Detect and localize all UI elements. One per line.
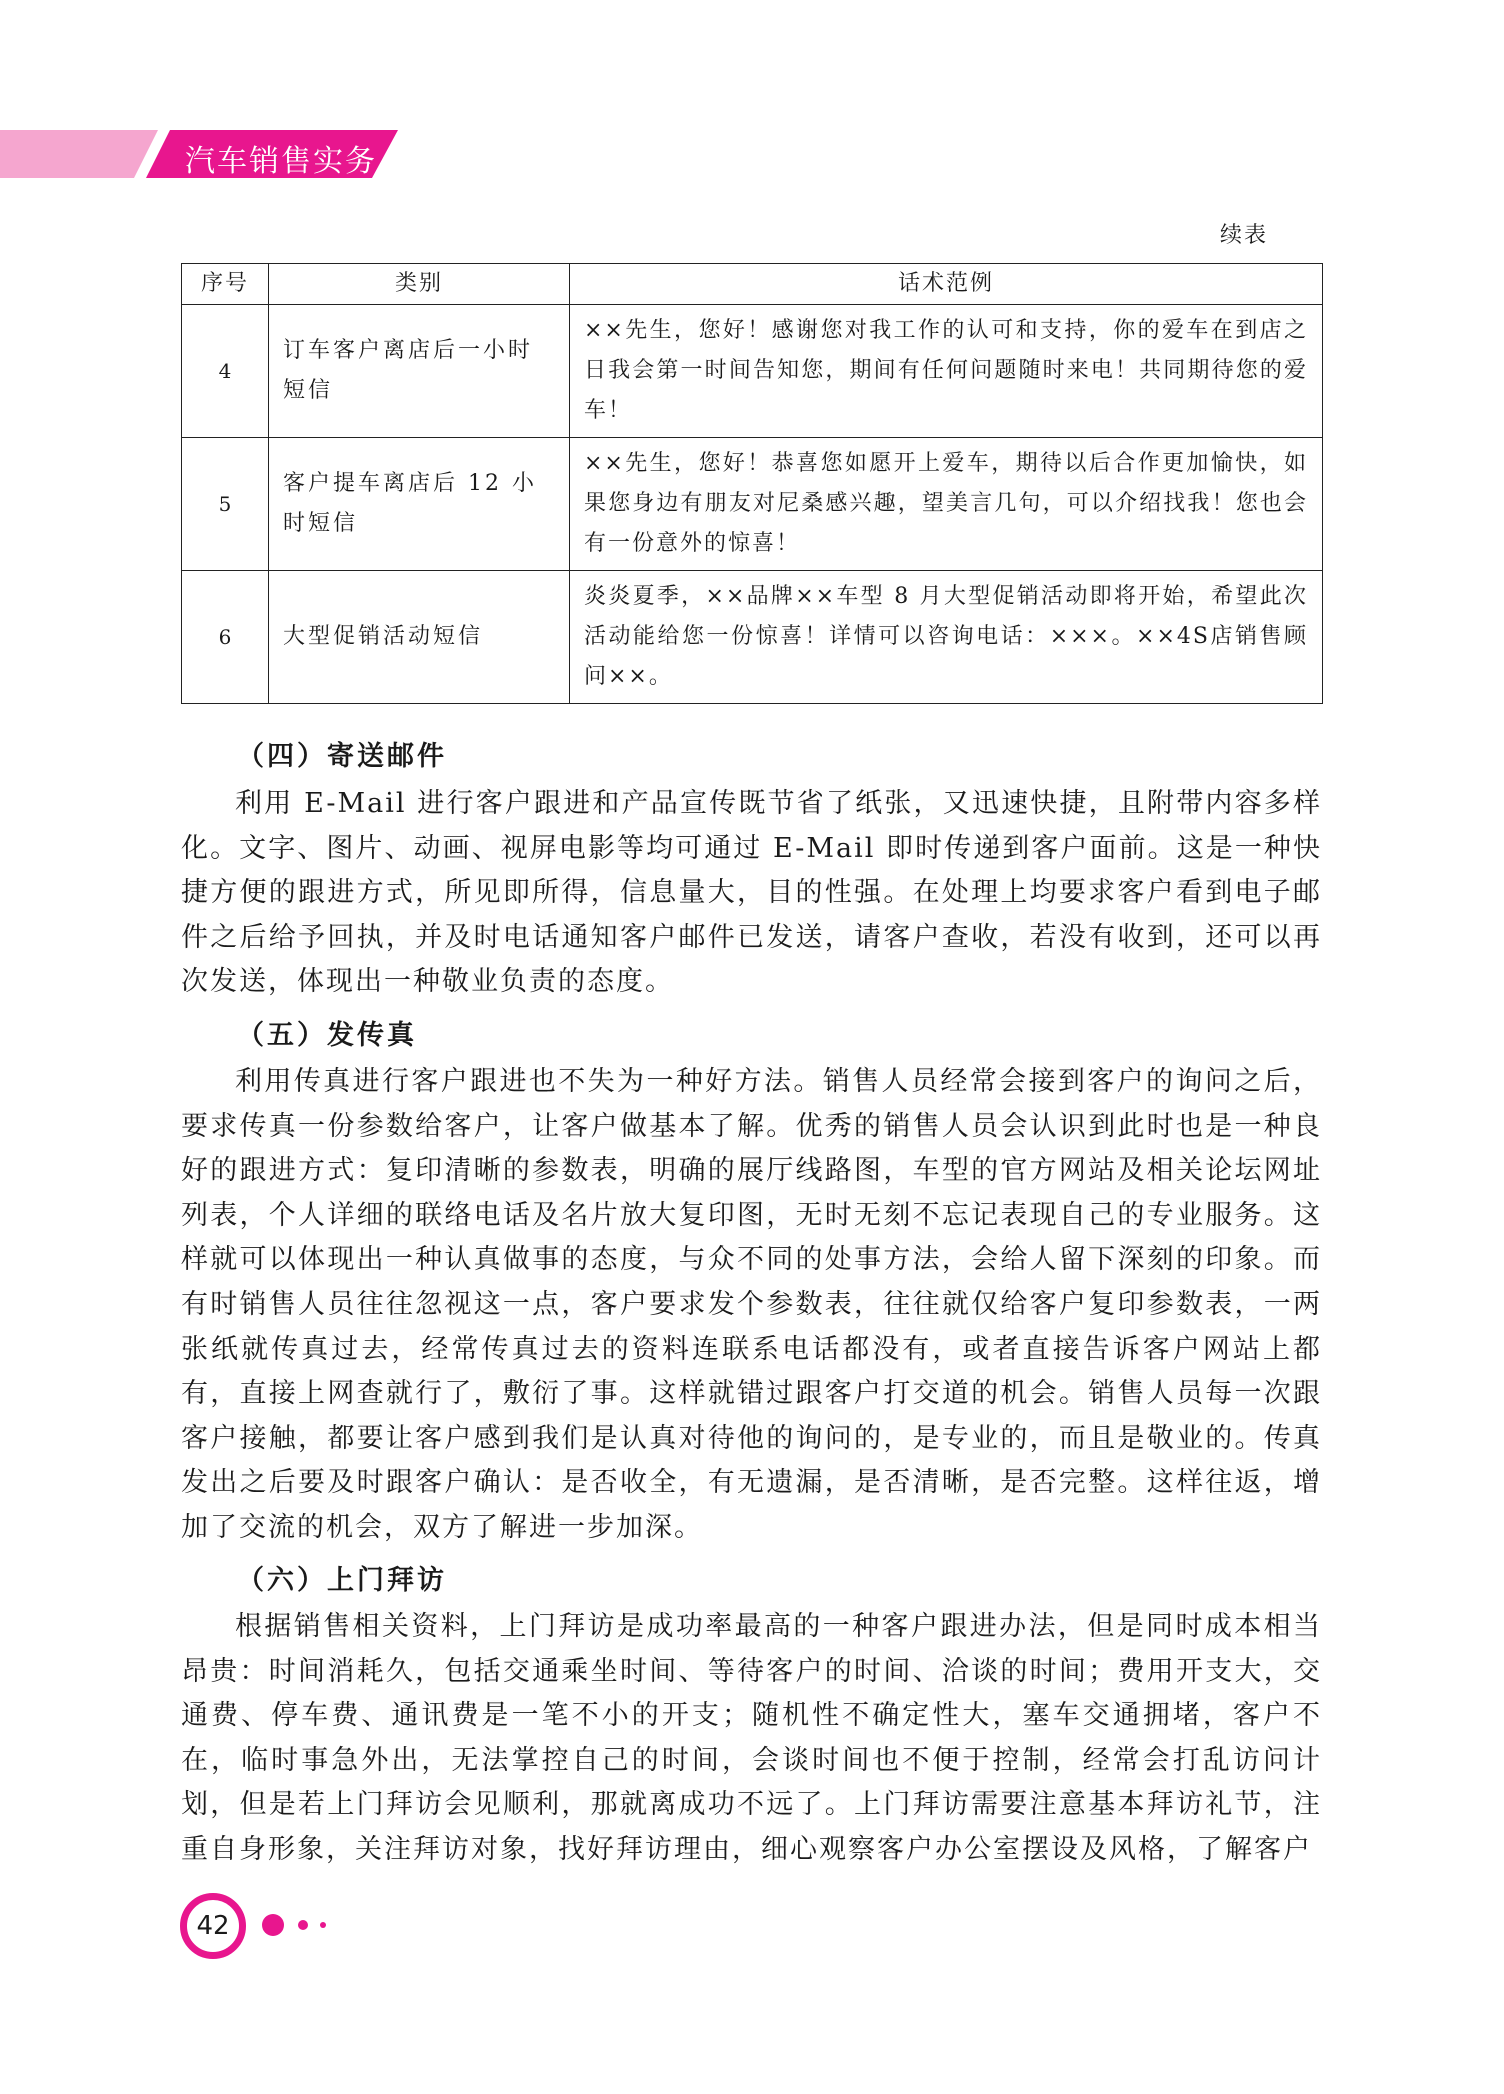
- table-row: [182, 438, 1323, 571]
- section-title-visit: （六）上门拜访: [237, 1565, 447, 1596]
- row-category: 客户提车离店后 12 小时短信: [269, 438, 570, 571]
- section-title-fax: （五）发传真: [237, 1020, 417, 1051]
- col-header-example: 话术范例: [570, 264, 1323, 305]
- section-paragraph-email: 利用 E-Mail 进行客户跟进和产品宣传既节省了纸张，又迅速快捷，且附带内容多样化。文字、图片、动画、视屏电影等均可通过 E-Mail 即时传递到客户面前。这是一种快捷方便的跟进方式，所见即所得，信息量大，目的性强。在处理上均要求客户看到电子邮件之后给予回执，并及时电话通知客户邮件已发送，请客户查收，若没有收到，还可以再次发送，体现出一种敬业负责的态度。: [181, 788, 1322, 998]
- col-header-category: 类别: [269, 264, 570, 305]
- row-example: ××先生，您好！感谢您对我工作的认可和支持，你的爱车在到店之日我会第一时间告知您，期间有任何问题随时来电！共同期待您的爱车！: [570, 305, 1323, 438]
- row-number: 6: [182, 571, 269, 704]
- row-number: 4: [182, 305, 269, 438]
- table-row: [182, 571, 1323, 704]
- page-number-text: 42: [196, 1911, 230, 1941]
- script-examples-table: [181, 263, 1323, 704]
- row-example: 炎炎夏季，××品牌××车型 8 月大型促销活动即将开始，希望此次活动能给您一份惊喜！详情可以咨询电话：×××。××4S店销售顾问××。: [570, 571, 1323, 704]
- row-example: ××先生，您好！恭喜您如愿开上爱车，期待以后合作更加愉快，如果您身边有朋友对尼桑感兴趣，望美言几句，可以介绍找我！您也会有一份意外的惊喜！: [570, 438, 1323, 571]
- section-title-email: （四）寄送邮件: [237, 741, 447, 772]
- table-header-row: [182, 264, 1323, 305]
- page-number: [180, 1893, 246, 1959]
- row-category: 订车客户离店后一小时短信: [269, 305, 570, 438]
- col-header-number: 序号: [182, 264, 269, 305]
- row-number: 5: [182, 438, 269, 571]
- decorative-dot-icon: [320, 1922, 326, 1928]
- decorative-dot-icon: [298, 1920, 308, 1930]
- table-continued-label: 续表: [1220, 223, 1269, 248]
- table-row: [182, 305, 1323, 438]
- row-category: 大型促销活动短信: [269, 571, 570, 704]
- section-paragraph-visit: 根据销售相关资料，上门拜访是成功率最高的一种客户跟进办法，但是同时成本相当昂贵：时间消耗久，包括交通乘坐时间、等待客户的时间、洽谈的时间；费用开支大，交通费、停车费、通讯费是一笔不小的开支；随机性不确定性大，塞车交通拥堵，客户不在，临时事急外出，无法掌控自己的时间，会谈时间也不便于控制，经常会打乱访问计划，但是若上门拜访会见顺利，那就离成功不远了。上门拜访需要注意基本拜访礼节，注重自身形象，关注拜访对象，找好拜访理由，细心观察客户办公室摆设及风格，了解客户: [181, 1611, 1322, 1865]
- section-paragraph-fax: 利用传真进行客户跟进也不失为一种好方法。销售人员经常会接到客户的询问之后，要求传真一份参数给客户，让客户做基本了解。优秀的销售人员会认识到此时也是一种良好的跟进方式：复印清晰的参数表，明确的展厅线路图，车型的官方网站及相关论坛网址列表，个人详细的联络电话及名片放大复印图，无时无刻不忘记表现自己的专业服务。这样就可以体现出一种认真做事的态度，与众不同的处事方法，会给人留下深刻的印象。而有时销售人员往往忽视这一点，客户要求发个参数表，往往就仅给客户复印参数表，一两张纸就传真过去，经常传真过去的资料连联系电话都没有，或者直接告诉客户网站上都有，直接上网查就行了，敷衍了事。这样就错过跟客户打交道的机会。销售人员每一次跟客户接触，都要让客户感到我们是认真对待他的询问的，是专业的，而且是敬业的。传真发出之后要及时跟客户确认：是否收全，有无遗漏，是否清晰，是否完整。这样往返，增加了交流的机会，双方了解进一步加深。: [181, 1066, 1322, 1543]
- decorative-dot-icon: [262, 1914, 284, 1936]
- book-title: 汽车销售实务: [185, 144, 377, 179]
